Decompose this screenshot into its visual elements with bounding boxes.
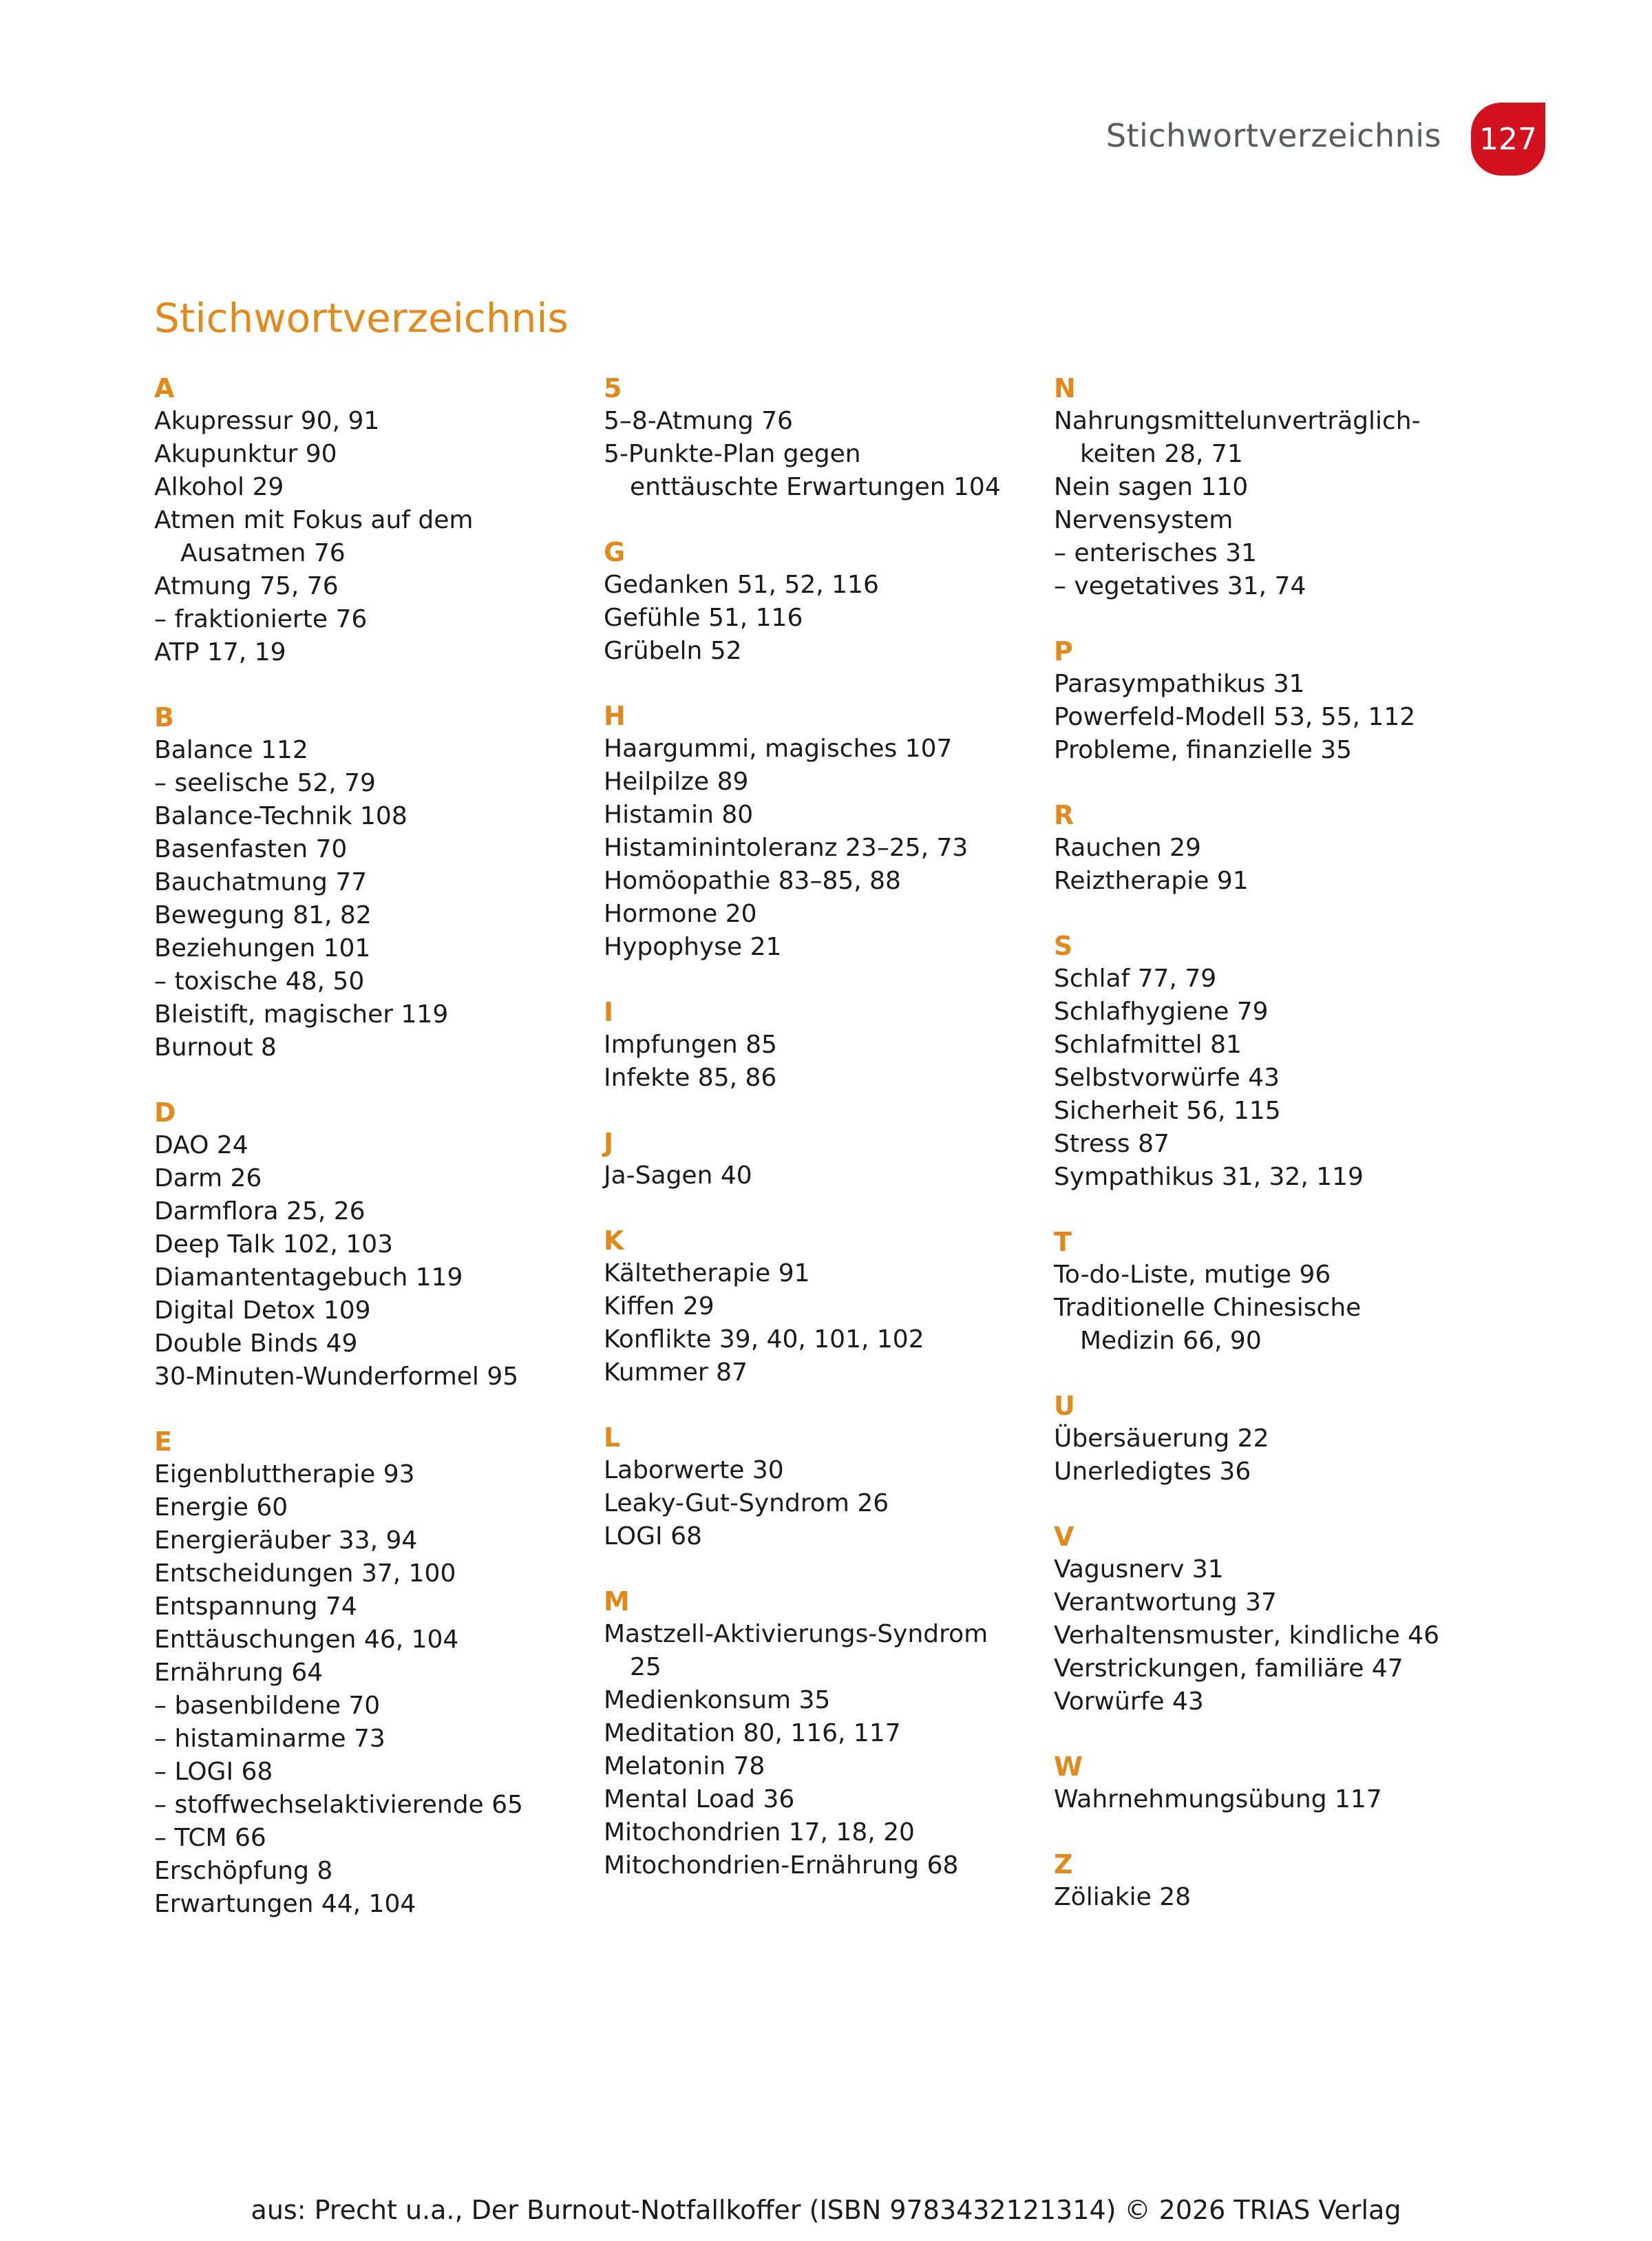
index-entry: Entscheidungen 37, 100 bbox=[154, 1559, 456, 1588]
index-entry: Akupressur 90, 91 bbox=[154, 407, 380, 435]
section-letter: S bbox=[1054, 931, 1073, 961]
index-entry: DAO 24 bbox=[154, 1131, 248, 1159]
index-entry: Homöopathie 83–85, 88 bbox=[604, 867, 901, 895]
index-entry: Stress 87 bbox=[1054, 1130, 1169, 1158]
index-entry: – stoffwechselaktivierende 65 bbox=[154, 1791, 523, 1819]
section-letter: Z bbox=[1054, 1849, 1073, 1880]
index-entry-continuation: Medizin 66, 90 bbox=[1080, 1327, 1262, 1355]
index-section bbox=[604, 1421, 1030, 1553]
index-entry: Gedanken 51, 52, 116 bbox=[604, 571, 879, 599]
index-entry: Mitochondrien-Ernährung 68 bbox=[604, 1851, 959, 1880]
index-entry: Histamin 80 bbox=[604, 801, 754, 829]
index-entry: ATP 17, 19 bbox=[154, 638, 286, 666]
index-entry: LOGI 68 bbox=[604, 1522, 702, 1550]
index-entry: Probleme, finanzielle 35 bbox=[1054, 736, 1353, 764]
index-entry: Mitochondrien 17, 18, 20 bbox=[604, 1818, 915, 1847]
index-entry: Balance 112 bbox=[154, 736, 308, 764]
index-section bbox=[604, 536, 1030, 668]
section-letter: L bbox=[604, 1422, 621, 1453]
index-entry: 5-Punkte-Plan gegen bbox=[604, 440, 861, 468]
index-section bbox=[1054, 1520, 1481, 1718]
index-section bbox=[604, 996, 1030, 1095]
index-section bbox=[604, 699, 1030, 964]
index-entry: Medienkonsum 35 bbox=[604, 1686, 831, 1714]
section-letter: U bbox=[1054, 1391, 1075, 1421]
index-section bbox=[604, 1585, 1030, 1882]
index-entry: Diamantentagebuch 119 bbox=[154, 1263, 463, 1292]
index-entry: Powerfeld-Modell 53, 55, 112 bbox=[1054, 703, 1416, 731]
index-entry: Digital Detox 109 bbox=[154, 1296, 371, 1325]
index-entry: To-do-Liste, mutige 96 bbox=[1054, 1261, 1331, 1289]
index-entry: Energieräuber 33, 94 bbox=[154, 1526, 418, 1555]
section-letter: N bbox=[1054, 373, 1076, 403]
index-entry: Hormone 20 bbox=[604, 900, 757, 928]
index-entry: Wahrnehmungsübung 117 bbox=[1054, 1785, 1382, 1813]
index-entry: Konflikte 39, 40, 101, 102 bbox=[604, 1325, 924, 1354]
index-entry: Vorwürfe 43 bbox=[1054, 1687, 1204, 1716]
index-section bbox=[604, 1224, 1030, 1389]
page-title: Stichwortverzeichnis bbox=[154, 295, 569, 341]
section-letter: G bbox=[604, 537, 626, 567]
index-entry: Schlafhygiene 79 bbox=[1054, 998, 1269, 1026]
index-entry: – toxische 48, 50 bbox=[154, 967, 365, 996]
index-entry: Eigenbluttherapie 93 bbox=[154, 1460, 415, 1488]
index-entry: Schlafmittel 81 bbox=[1054, 1031, 1242, 1059]
index-section bbox=[154, 1096, 581, 1393]
index-section bbox=[1054, 929, 1481, 1194]
index-entry: Verstrickungen, familiäre 47 bbox=[1054, 1654, 1404, 1683]
index-section bbox=[1054, 1848, 1481, 1914]
index-entry: Heilpilze 89 bbox=[604, 768, 749, 796]
index-entry: Alkohol 29 bbox=[154, 473, 284, 501]
index-entry: Entspannung 74 bbox=[154, 1592, 357, 1621]
index-section bbox=[1054, 372, 1481, 603]
index-entry: Basenfasten 70 bbox=[154, 835, 348, 863]
index-section bbox=[154, 701, 581, 1064]
index-column-2 bbox=[604, 372, 1030, 1914]
section-letter: K bbox=[604, 1225, 624, 1256]
index-section bbox=[1054, 799, 1481, 898]
index-entry: Histaminintoleranz 23–25, 73 bbox=[604, 834, 968, 862]
running-header-title: Stichwortverzeichnis bbox=[1105, 117, 1441, 154]
index-entry: Erschöpfung 8 bbox=[154, 1857, 333, 1885]
index-section bbox=[1054, 635, 1481, 767]
page-number-badge: 127 bbox=[1471, 103, 1545, 176]
section-letter: J bbox=[604, 1128, 614, 1158]
index-section bbox=[604, 1126, 1030, 1192]
index-entry: Grübeln 52 bbox=[604, 637, 742, 665]
section-letter: D bbox=[154, 1097, 176, 1128]
index-entry: Atmung 75, 76 bbox=[154, 572, 339, 600]
index-entry: Enttäuschungen 46, 104 bbox=[154, 1625, 459, 1654]
index-entry: Nein sagen 110 bbox=[1054, 473, 1249, 501]
section-letter: A bbox=[154, 373, 175, 403]
index-entry: – histaminarme 73 bbox=[154, 1725, 385, 1753]
index-entry: Zöliakie 28 bbox=[1054, 1883, 1192, 1911]
index-entry: Laborwerte 30 bbox=[604, 1456, 784, 1484]
index-entry-continuation: Ausatmen 76 bbox=[180, 539, 346, 567]
index-entry: Meditation 80, 116, 117 bbox=[604, 1719, 901, 1747]
index-entry: Erwartungen 44, 104 bbox=[154, 1890, 416, 1918]
index-entry: Bewegung 81, 82 bbox=[154, 901, 372, 929]
index-entry: – TCM 66 bbox=[154, 1824, 266, 1852]
index-entry: Double Binds 49 bbox=[154, 1329, 358, 1358]
section-letter: H bbox=[604, 701, 626, 731]
index-column-3 bbox=[1054, 372, 1481, 1946]
index-entry: – basenbildene 70 bbox=[154, 1692, 381, 1720]
index-entry: Energie 60 bbox=[154, 1493, 288, 1522]
index-entry: – vegetatives 31, 74 bbox=[1054, 572, 1306, 600]
index-entry-continuation: enttäuschte Erwartungen 104 bbox=[630, 473, 1001, 501]
index-entry: Balance-Technik 108 bbox=[154, 802, 407, 830]
index-entry: Nervensystem bbox=[1054, 506, 1233, 534]
index-entry: Sicherheit 56, 115 bbox=[1054, 1097, 1281, 1125]
section-letter: R bbox=[1054, 800, 1074, 830]
section-letter: 5 bbox=[604, 373, 622, 403]
index-entry: Akupunktur 90 bbox=[154, 440, 337, 468]
index-entry: – enterisches 31 bbox=[1054, 539, 1257, 567]
index-entry: Schlaf 77, 79 bbox=[1054, 965, 1217, 993]
section-letter: M bbox=[604, 1586, 630, 1617]
index-entry: 5–8-Atmung 76 bbox=[604, 407, 793, 435]
index-entry-continuation: 25 bbox=[630, 1653, 661, 1681]
index-entry: Übersäuerung 22 bbox=[1054, 1424, 1269, 1453]
index-entry: Bauchatmung 77 bbox=[154, 868, 368, 896]
index-entry: Bleistift, magischer 119 bbox=[154, 1000, 449, 1029]
index-entry-continuation: keiten 28, 71 bbox=[1080, 440, 1243, 468]
section-letter: T bbox=[1054, 1227, 1072, 1257]
index-entry: Nahrungsmittelunverträglich- bbox=[1054, 407, 1421, 435]
index-entry: Kiffen 29 bbox=[604, 1292, 714, 1321]
index-entry: – fraktionierte 76 bbox=[154, 605, 368, 633]
index-entry: Reiztherapie 91 bbox=[1054, 867, 1249, 895]
section-letter: W bbox=[1054, 1751, 1083, 1782]
index-entry: Beziehungen 101 bbox=[154, 934, 371, 962]
index-entry: Ernährung 64 bbox=[154, 1659, 324, 1687]
index-entry: Atmen mit Fokus auf dem bbox=[154, 506, 474, 534]
index-entry: Verantwortung 37 bbox=[1054, 1588, 1277, 1617]
index-entry: Mastzell-Aktivierungs-Syndrom bbox=[604, 1620, 988, 1648]
index-section bbox=[1054, 1750, 1481, 1816]
index-entry: Haargummi, magisches 107 bbox=[604, 735, 953, 763]
index-entry: Rauchen 29 bbox=[1054, 834, 1201, 862]
index-entry: Impfungen 85 bbox=[604, 1031, 777, 1059]
index-entry: Darm 26 bbox=[154, 1164, 262, 1192]
index-section bbox=[1054, 1389, 1481, 1488]
section-letter: B bbox=[154, 702, 174, 733]
index-entry: Vagusnerv 31 bbox=[1054, 1555, 1224, 1584]
index-entry: Kältetherapie 91 bbox=[604, 1259, 810, 1287]
index-entry: Kummer 87 bbox=[604, 1358, 748, 1387]
index-entry: Hypophyse 21 bbox=[604, 933, 782, 961]
index-entry: Burnout 8 bbox=[154, 1033, 277, 1062]
section-letter: V bbox=[1054, 1522, 1074, 1552]
section-letter: I bbox=[604, 997, 614, 1027]
index-entry: Parasympathikus 31 bbox=[1054, 670, 1305, 698]
index-section bbox=[1054, 1225, 1481, 1358]
section-letter: E bbox=[154, 1427, 172, 1457]
index-entry: Unerledigtes 36 bbox=[1054, 1458, 1251, 1486]
index-entry: Darmflora 25, 26 bbox=[154, 1197, 366, 1225]
index-entry: Selbstvorwürfe 43 bbox=[1054, 1064, 1280, 1092]
index-section bbox=[154, 1425, 581, 1921]
index-entry: Melatonin 78 bbox=[604, 1752, 765, 1780]
index-entry: Mental Load 36 bbox=[604, 1785, 795, 1813]
copyright-footer: aus: Precht u.a., Der Burnout-Notfallkoffer (ISBN 9783432121314) © 2026 TRIAS Verlag bbox=[251, 2195, 1401, 2225]
index-section bbox=[604, 372, 1030, 504]
index-entry: Sympathikus 31, 32, 119 bbox=[1054, 1163, 1364, 1191]
index-column-1 bbox=[154, 372, 581, 1953]
index-entry: Ja-Sagen 40 bbox=[604, 1161, 752, 1190]
section-letter: P bbox=[1054, 636, 1073, 666]
index-entry: Deep Talk 102, 103 bbox=[154, 1230, 394, 1259]
index-entry: Infekte 85, 86 bbox=[604, 1064, 777, 1092]
index-entry: Leaky-Gut-Syndrom 26 bbox=[604, 1489, 889, 1517]
index-entry: Gefühle 51, 116 bbox=[604, 604, 803, 632]
index-entry: Traditionelle Chinesische bbox=[1054, 1294, 1362, 1322]
index-entry: – LOGI 68 bbox=[154, 1758, 273, 1786]
index-entry: 30-Minuten-Wunderformel 95 bbox=[154, 1363, 519, 1391]
index-entry: Verhaltensmuster, kindliche 46 bbox=[1054, 1621, 1439, 1650]
index-section bbox=[154, 372, 581, 669]
index-entry: – seelische 52, 79 bbox=[154, 769, 376, 797]
